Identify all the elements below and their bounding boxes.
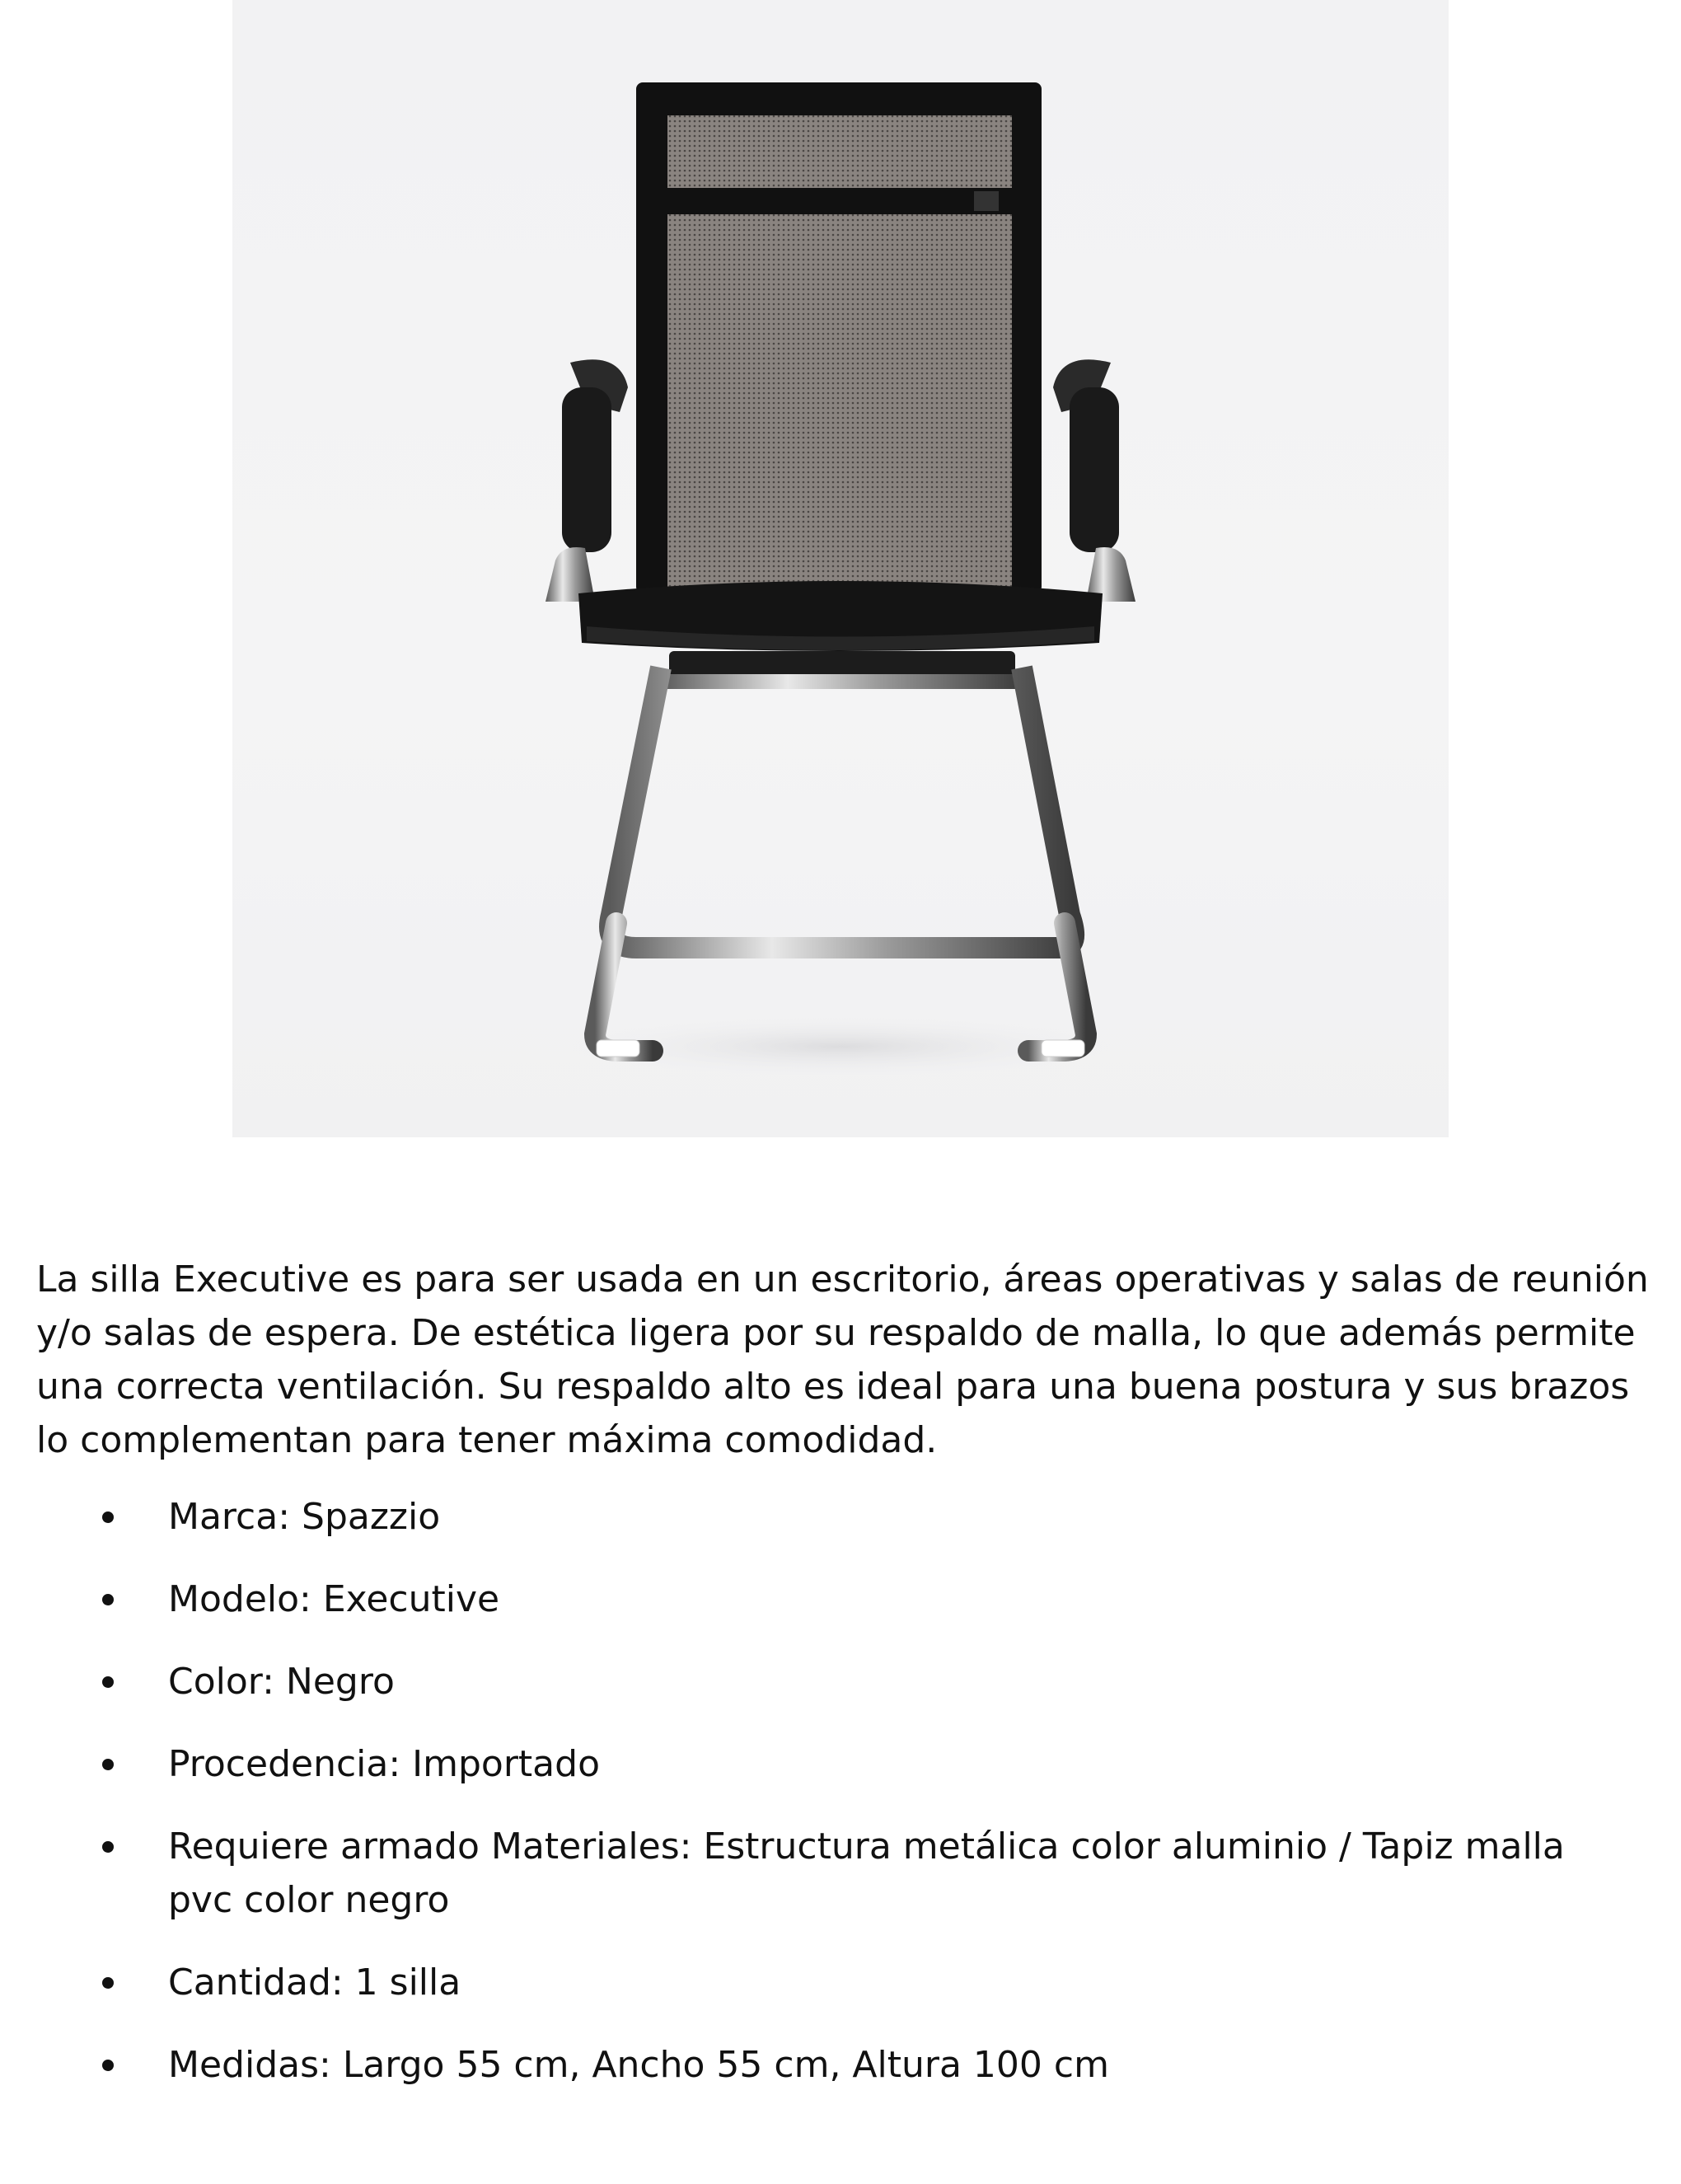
spec-item-quantity — [0, 1956, 1681, 2009]
bullet-icon — [102, 1759, 114, 1770]
product-description: La silla Executive es para ser usada en un escritorio, áreas operativas y salas de reunión y/o salas de espera. De estética ligera por su respaldo de malla, lo que además permite una correcta ventilación. Su respaldo alto es ideal para una buena postura y sus brazos lo complementan para tener máxima comodidad. — [36, 1258, 1649, 1461]
spec-item-materials — [0, 1820, 1681, 1927]
spec-item-color — [0, 1655, 1681, 1708]
spec-text: Medidas: Largo 55 cm, Ancho 55 cm, Altura 100 cm — [168, 2044, 1109, 2086]
bullet-icon — [102, 1676, 114, 1688]
chair-illustration — [232, 0, 1449, 1137]
spec-item-brand — [0, 1490, 1681, 1544]
left-armrest — [562, 387, 611, 552]
spec-list — [0, 1490, 1681, 2121]
bullet-icon — [102, 1511, 114, 1523]
spec-item-model — [0, 1572, 1681, 1626]
bullet-icon — [102, 1841, 114, 1853]
backrest-mesh — [667, 115, 1012, 593]
bullet-icon — [102, 1977, 114, 1989]
spec-item-dimensions — [0, 2038, 1681, 2092]
chrome-frame — [610, 668, 1074, 948]
spec-item-origin — [0, 1737, 1681, 1791]
spec-text: Marca: Spazzio — [168, 1496, 441, 1538]
spec-text: Modelo: Executive — [168, 1578, 500, 1620]
product-photo — [232, 0, 1449, 1137]
bullet-icon — [102, 2060, 114, 2071]
spec-text: Procedencia: Importado — [168, 1743, 600, 1785]
spec-text: Color: Negro — [168, 1661, 395, 1703]
right-armrest — [1070, 387, 1119, 552]
bullet-icon — [102, 1594, 114, 1605]
spec-text: Cantidad: 1 silla — [168, 1961, 461, 2004]
spec-text: Requiere armado Materiales: Estructura metálica color aluminio / Tapiz malla pvc color negro — [168, 1825, 1565, 1921]
